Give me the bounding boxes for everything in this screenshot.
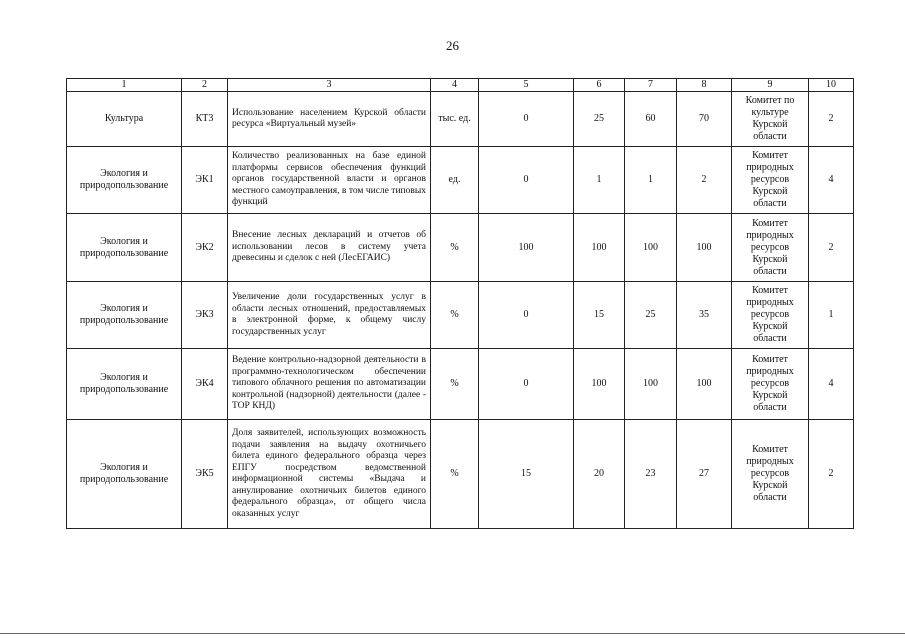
- unit-cell: %: [431, 214, 479, 282]
- code-cell: ЭК2: [182, 214, 228, 282]
- sphere-cell: Экология и природопользование: [67, 147, 182, 214]
- value-cell: 4: [809, 147, 854, 214]
- value-cell: 2: [809, 420, 854, 529]
- value-cell: 0: [479, 147, 574, 214]
- unit-cell: ед.: [431, 147, 479, 214]
- responsible-cell: Комитет природных ресурсов Курской области: [732, 349, 809, 420]
- responsible-cell: Комитет природных ресурсов Курской области: [732, 147, 809, 214]
- value-cell: 100: [574, 349, 625, 420]
- table-row: [67, 282, 854, 349]
- header-cell: 8: [677, 79, 732, 92]
- value-cell: 1: [809, 282, 854, 349]
- value-cell: 15: [479, 420, 574, 529]
- indicator-cell: Доля заявителей, использующих возможность подачи заявления на выдачу охотничьего билета единого федерального образца через ЕПГУ посредством ведомственной информационной системы «Выдача и аннулирование охотничьих билетов единого федерального образца», от общего числа оказанных услуг: [228, 420, 431, 529]
- value-cell: 4: [809, 349, 854, 420]
- value-cell: 25: [625, 282, 677, 349]
- header-cell: 6: [574, 79, 625, 92]
- value-cell: 25: [574, 92, 625, 147]
- table-row: [67, 214, 854, 282]
- value-cell: 15: [574, 282, 625, 349]
- code-cell: ЭК5: [182, 420, 228, 529]
- header-cell: 10: [809, 79, 854, 92]
- table-row: [67, 147, 854, 214]
- code-cell: ЭК1: [182, 147, 228, 214]
- unit-cell: %: [431, 349, 479, 420]
- value-cell: 2: [809, 214, 854, 282]
- value-cell: 1: [625, 147, 677, 214]
- indicator-cell: Использование населением Курской области ресурса «Виртуальный музей»: [228, 92, 431, 147]
- indicator-cell: Количество реализованных на базе единой платформы сервисов обеспечения функций органов государственной власти и органов местного самоуправления, в том числе типовых функций: [228, 147, 431, 214]
- unit-cell: %: [431, 282, 479, 349]
- value-cell: 100: [625, 214, 677, 282]
- value-cell: 0: [479, 92, 574, 147]
- header-row: [67, 79, 854, 92]
- code-cell: КТ3: [182, 92, 228, 147]
- value-cell: 23: [625, 420, 677, 529]
- value-cell: 35: [677, 282, 732, 349]
- value-cell: 100: [479, 214, 574, 282]
- responsible-cell: Комитет природных ресурсов Курской области: [732, 214, 809, 282]
- value-cell: 0: [479, 349, 574, 420]
- unit-cell: %: [431, 420, 479, 529]
- table-row: [67, 92, 854, 147]
- table-row: [67, 420, 854, 529]
- sphere-cell: Культура: [67, 92, 182, 147]
- header-cell: 4: [431, 79, 479, 92]
- code-cell: ЭК3: [182, 282, 228, 349]
- responsible-cell: Комитет природных ресурсов Курской области: [732, 420, 809, 529]
- header-cell: 5: [479, 79, 574, 92]
- code-cell: ЭК4: [182, 349, 228, 420]
- value-cell: 60: [625, 92, 677, 147]
- indicator-cell: Внесение лесных деклараций и отчетов об использовании лесов в систему учета древесины и сделок с ней (ЛесЕГАИС): [228, 214, 431, 282]
- page-number: 26: [446, 38, 459, 53]
- value-cell: 100: [574, 214, 625, 282]
- value-cell: 100: [677, 349, 732, 420]
- indicator-cell: Увеличение доли государственных услуг в области лесных отношений, предоставляемых в электронной форме, к общему числу государственных услуг: [228, 282, 431, 349]
- header-cell: 9: [732, 79, 809, 92]
- sphere-cell: Экология и природопользование: [67, 282, 182, 349]
- unit-cell: тыс. ед.: [431, 92, 479, 147]
- header-cell: 7: [625, 79, 677, 92]
- indicator-cell: Ведение контрольно-надзорной деятельности в программно-технологическом обеспечении типового облачного решения по автоматизации контрольной (надзорной) деятельности (далее - ТОР КНД): [228, 349, 431, 420]
- header-cell: 1: [67, 79, 182, 92]
- value-cell: 27: [677, 420, 732, 529]
- header-cell: 2: [182, 79, 228, 92]
- responsible-cell: Комитет по культуре Курской области: [732, 92, 809, 147]
- header-cell: 3: [228, 79, 431, 92]
- indicators-table: [66, 78, 854, 529]
- bottom-divider: [0, 633, 905, 634]
- value-cell: 100: [625, 349, 677, 420]
- value-cell: 2: [677, 147, 732, 214]
- table-row: [67, 349, 854, 420]
- value-cell: 70: [677, 92, 732, 147]
- value-cell: 0: [479, 282, 574, 349]
- responsible-cell: Комитет природных ресурсов Курской области: [732, 282, 809, 349]
- sphere-cell: Экология и природопользование: [67, 420, 182, 529]
- value-cell: 20: [574, 420, 625, 529]
- sphere-cell: Экология и природопользование: [67, 214, 182, 282]
- sphere-cell: Экология и природопользование: [67, 349, 182, 420]
- value-cell: 2: [809, 92, 854, 147]
- value-cell: 100: [677, 214, 732, 282]
- value-cell: 1: [574, 147, 625, 214]
